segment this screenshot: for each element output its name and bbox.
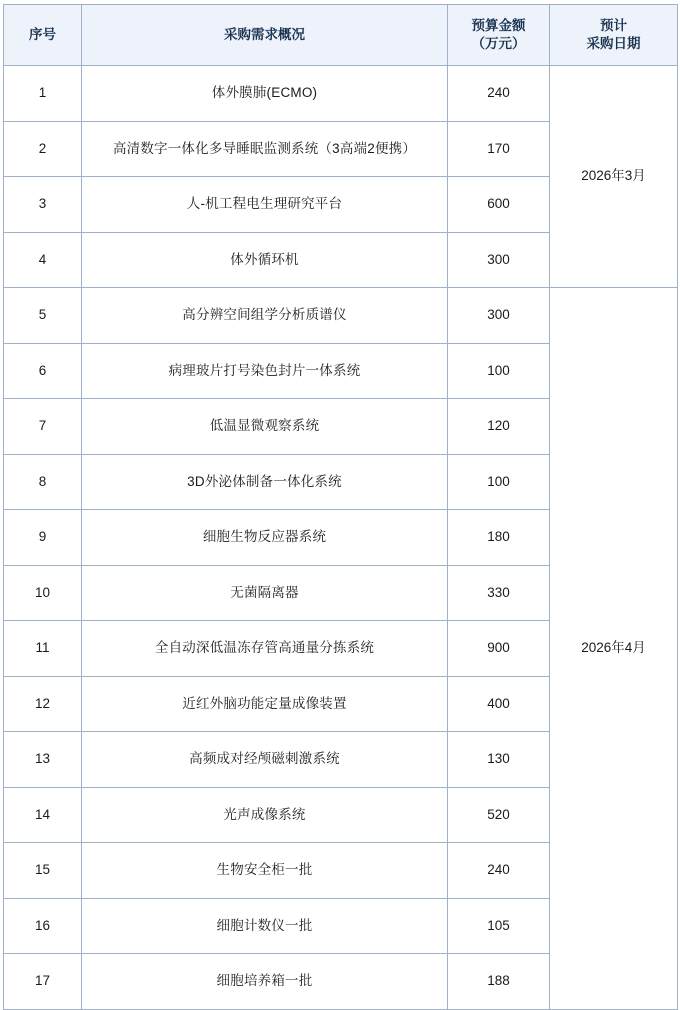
table-row xyxy=(4,66,678,122)
row-description: 人-机工程电生理研究平台 xyxy=(82,177,448,233)
row-index: 15 xyxy=(4,843,82,899)
row-budget: 600 xyxy=(448,177,550,233)
row-budget: 170 xyxy=(448,121,550,177)
row-description: 细胞生物反应器系统 xyxy=(82,510,448,566)
row-budget: 130 xyxy=(448,732,550,788)
row-index: 9 xyxy=(4,510,82,566)
row-budget: 900 xyxy=(448,621,550,677)
row-description: 病理玻片打号染色封片一体系统 xyxy=(82,343,448,399)
header-index: 序号 xyxy=(4,5,82,66)
row-index: 12 xyxy=(4,676,82,732)
row-budget: 520 xyxy=(448,787,550,843)
row-index: 16 xyxy=(4,898,82,954)
row-budget: 300 xyxy=(448,288,550,344)
row-budget: 120 xyxy=(448,399,550,455)
table-row xyxy=(4,288,678,344)
row-budget: 105 xyxy=(448,898,550,954)
row-description: 3D外泌体制备一体化系统 xyxy=(82,454,448,510)
row-description: 全自动深低温冻存管高通量分拣系统 xyxy=(82,621,448,677)
row-budget: 300 xyxy=(448,232,550,288)
row-budget: 240 xyxy=(448,843,550,899)
row-budget: 188 xyxy=(448,954,550,1010)
row-index: 4 xyxy=(4,232,82,288)
row-description: 高清数字一体化多导睡眠监测系统（3高端2便携） xyxy=(82,121,448,177)
row-description: 低温显微观察系统 xyxy=(82,399,448,455)
table-body xyxy=(4,66,678,1010)
row-description: 光声成像系统 xyxy=(82,787,448,843)
row-date-group: 2026年3月 xyxy=(550,66,678,288)
row-description: 高分辨空间组学分析质谱仪 xyxy=(82,288,448,344)
header-date xyxy=(550,5,678,66)
header-row xyxy=(4,5,678,66)
row-index: 2 xyxy=(4,121,82,177)
row-description: 细胞培养箱一批 xyxy=(82,954,448,1010)
row-index: 11 xyxy=(4,621,82,677)
row-budget: 180 xyxy=(448,510,550,566)
header-date-line1: 预计 xyxy=(600,17,627,33)
row-budget: 100 xyxy=(448,343,550,399)
row-description: 体外循环机 xyxy=(82,232,448,288)
header-date-line2: 采购日期 xyxy=(586,36,641,51)
header-description: 采购需求概况 xyxy=(82,5,448,66)
row-index: 14 xyxy=(4,787,82,843)
row-budget: 100 xyxy=(448,454,550,510)
row-description: 生物安全柜一批 xyxy=(82,843,448,899)
row-index: 3 xyxy=(4,177,82,233)
row-index: 1 xyxy=(4,66,82,122)
row-index: 10 xyxy=(4,565,82,621)
procurement-table xyxy=(3,4,678,1010)
row-budget: 400 xyxy=(448,676,550,732)
row-description: 近红外脑功能定量成像装置 xyxy=(82,676,448,732)
table-header xyxy=(4,5,678,66)
row-budget: 330 xyxy=(448,565,550,621)
row-budget: 240 xyxy=(448,66,550,122)
header-budget-line2: （万元） xyxy=(471,36,526,51)
header-budget-line1: 预算金额 xyxy=(471,17,526,33)
row-index: 13 xyxy=(4,732,82,788)
row-index: 17 xyxy=(4,954,82,1010)
row-index: 8 xyxy=(4,454,82,510)
row-date-group: 2026年4月 xyxy=(550,288,678,1010)
row-index: 7 xyxy=(4,399,82,455)
row-description: 体外膜肺(ECMO) xyxy=(82,66,448,122)
row-index: 5 xyxy=(4,288,82,344)
row-description: 细胞计数仪一批 xyxy=(82,898,448,954)
row-description: 高频成对经颅磁刺激系统 xyxy=(82,732,448,788)
row-index: 6 xyxy=(4,343,82,399)
header-budget xyxy=(448,5,550,66)
row-description: 无菌隔离器 xyxy=(82,565,448,621)
